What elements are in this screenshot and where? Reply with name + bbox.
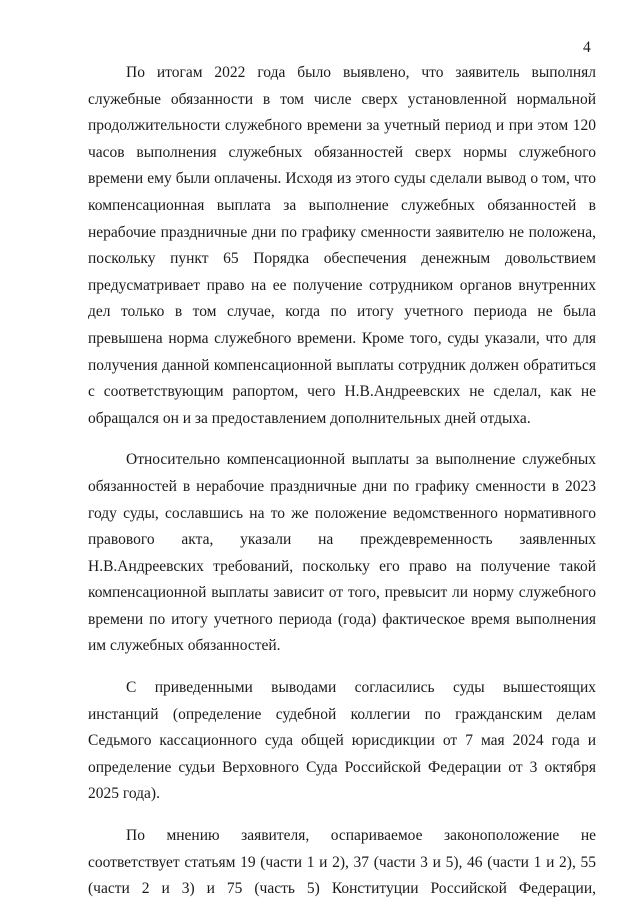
paragraph-spacer bbox=[88, 432, 596, 447]
document-body bbox=[88, 60, 596, 903]
paragraph-3: С приведенными выводами согласились суды вышестоящих инстанций (определение судебной коллегии по гражданским делам Седьмого кассационного суда общей юрисдикции от 7 мая 2024 года и определение судьи Верховного Суда Российской Федерации от 3 октября 2025 года). bbox=[88, 679, 596, 803]
paragraph-spacer bbox=[88, 808, 596, 823]
paragraph-spacer bbox=[88, 660, 596, 675]
paragraph-4: По мнению заявителя, оспариваемое законоположение не соответствует статьям 19 (части 1 и 2), 37 (части 3 и 5), 46 (части 1 и 2), 55 (части 2 и 3) и 75 (часть 5) Конституции Российской Федерации, bbox=[88, 827, 596, 898]
paragraph-2: Относительно компенсационной выплаты за выполнение служебных обязанностей в нерабочие праздничные дни по графику сменности в 2023 году суды, сославшись на то же положение ведомственного нормативного правового акта, указали на преждевременность заявленных Н.В.Андреевских требований, поскольку его право на получение такой компенсационной выплаты зависит от того, превысит ли норму служебного времени по итогу учетного периода (года) фактическое время выполнения им служебных обязанностей. bbox=[88, 451, 596, 655]
paragraph-1: По итогам 2022 года было выявлено, что заявитель выполнял служебные обязанности в том числе сверх установленной нормальной продолжительности служебного времени за учетный период и при этом 120 часов выполнения служебных обязанностей сверх нормы служебного времени ему были оплачены. Исходя из этого суды сделали вывод о том, что компенсационная выплата за выполнение служебных обязанностей в нерабочие праздничные дни по графику сменности заявителю не положена, поскольку пункт 65 Порядка обеспечения денежным довольствием предусматривает право на ее получение сотрудником органов внутренних дел только в том случае, когда по итогу учетного периода не была превышена норма служебного времени. Кроме того, суды указали, что для получения данной компенсационной выплаты сотрудник должен обратиться с соответствующим рапортом, чего Н.В.Андреевских не сделал, как не обращался он и за предоставлением дополнительных дней отдыха. bbox=[88, 64, 596, 427]
page-number: 4 bbox=[583, 39, 591, 56]
